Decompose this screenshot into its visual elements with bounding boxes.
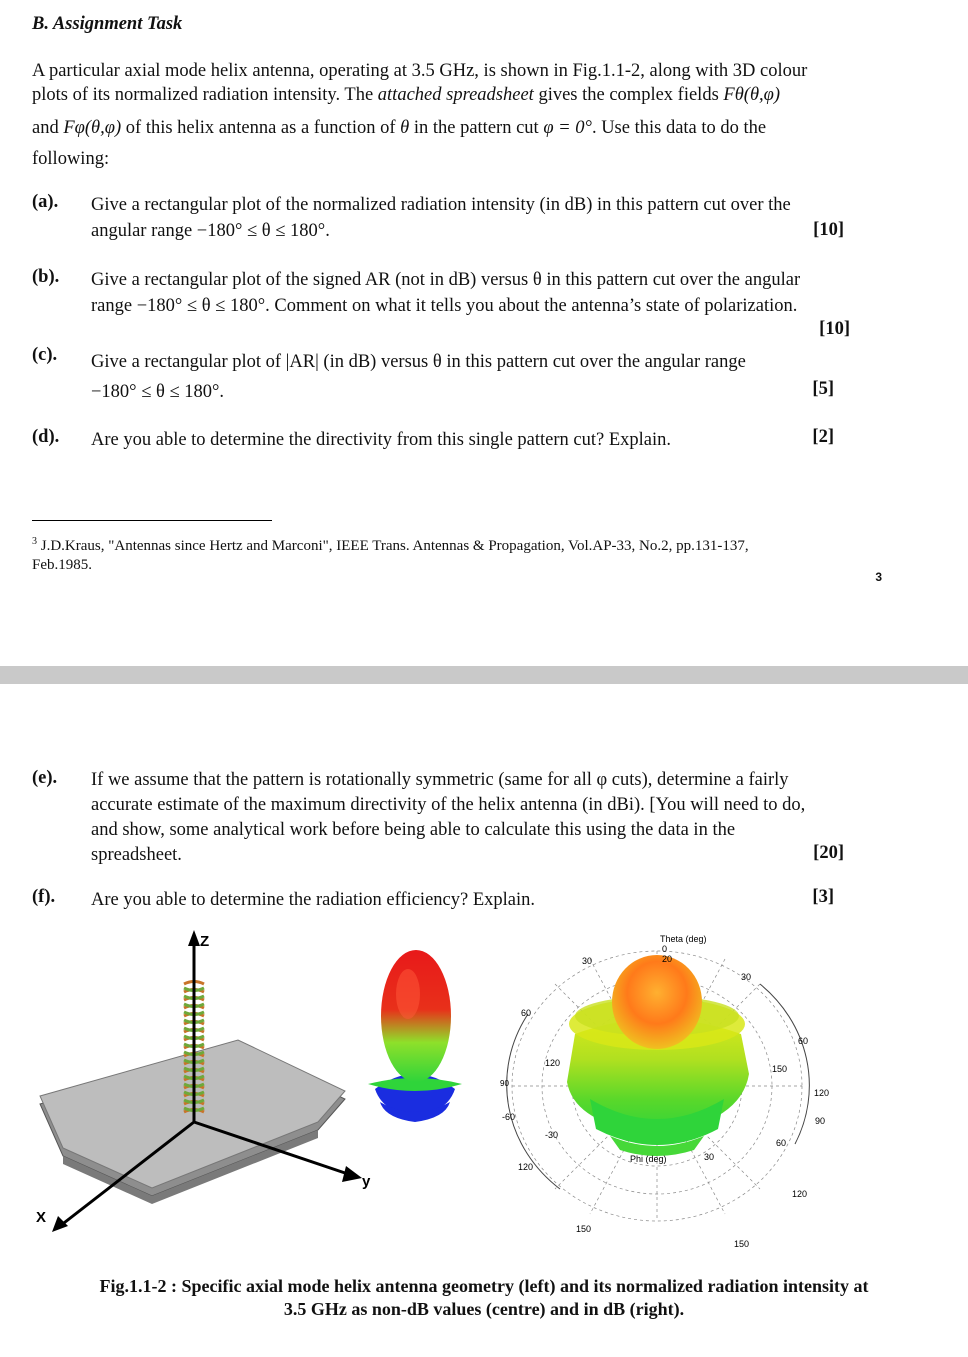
f-theta-symbol: Fθ(θ,φ) <box>723 85 781 105</box>
intro-line-3: and Fφ(θ,φ) of this helix antenna as a function of θ in the pattern cut φ = 0°. Use this data to do the <box>32 118 767 138</box>
tick-60-left: 60 <box>521 1008 532 1018</box>
tick-150-bottom: 150 <box>576 1224 592 1234</box>
intro-line-4: following: <box>32 149 110 169</box>
item-a-mark: [10] <box>813 220 844 240</box>
item-c-range: −180° ≤ θ ≤ 180°. <box>91 382 225 402</box>
tick-150-lower-right: 150 <box>734 1239 750 1249</box>
page-2 <box>0 684 968 1357</box>
tick-90-left: 90 <box>500 1079 509 1088</box>
z-axis-label: Z <box>200 933 210 950</box>
tick-120-right: 120 <box>814 1088 830 1098</box>
y-axis-label: y <box>362 1173 371 1190</box>
tick-minus-30: -30 <box>545 1130 559 1140</box>
tick-30-left: 30 <box>582 956 593 966</box>
tick-30-right: 30 <box>741 972 752 982</box>
item-d-text: Are you able to determine the directivity from this single pattern cut? Explain. <box>91 430 672 450</box>
figure-1-1-2 <box>0 924 968 1269</box>
tick-150-right: 150 <box>772 1064 788 1074</box>
footnote: $^3$ J.D.Kraus, "Antennas since Hertz and Marconi", IEEE Trans. Antennas & Propagation, Vol.AP-33, No.2, pp.131-137, Feb.1985. <box>32 536 749 573</box>
item-c-mark: [5] <box>812 379 834 399</box>
item-f-text: Are you able to determine the radiation efficiency? Explain. <box>91 890 535 910</box>
item-b-mark: [10] <box>819 319 850 339</box>
radiation-pattern-linear <box>368 950 462 1122</box>
item-f-label: (f). <box>32 887 56 907</box>
item-e-mark: [20] <box>813 843 844 863</box>
tick-120-left: 120 <box>518 1162 534 1172</box>
tick-minus-60: -60 <box>502 1112 516 1122</box>
page-1 <box>0 0 968 666</box>
item-c-label: (c). <box>32 345 58 365</box>
figure-caption: Fig.1.1-2 : Specific axial mode helix antenna geometry (left) and its normalized radiation intensity at 3.5 GHz as non-dB values (centre) and in dB (right). <box>99 1276 869 1319</box>
item-e-text: If we assume that the pattern is rotationally symmetric (same for all φ cuts), determine a fairly accurate estimate of the maximum directivity of the helix antenna (in dBi). [You will need to do, and show, some analytical work before being able to calculate this using the data in the spreadsheet. <box>91 770 806 865</box>
item-e-label: (e). <box>32 768 58 788</box>
x-axis-label: X <box>36 1209 47 1226</box>
item-f-mark: [3] <box>812 887 834 907</box>
page-number: 3 <box>875 570 882 584</box>
tick-30-lower: 30 <box>704 1152 715 1162</box>
spreadsheet-reference: attached spreadsheet <box>377 85 534 105</box>
tick-120-lower-right: 120 <box>792 1189 808 1199</box>
item-d-mark: [2] <box>812 427 834 447</box>
theta-title: Theta (deg) <box>660 934 707 944</box>
phi-cut-value: φ = 0° <box>543 118 592 138</box>
f-phi-symbol: Fφ(θ,φ) <box>63 118 122 138</box>
item-b-label: (b). <box>32 267 60 287</box>
section-heading: B. Assignment Task <box>32 14 183 34</box>
phi-label: Phi (deg) <box>630 1154 667 1164</box>
item-a-label: (a). <box>32 192 59 212</box>
intro-line-1: A particular axial mode helix antenna, operating at 3.5 GHz, is shown in Fig.1.1-2, along with 3D colour <box>32 61 808 81</box>
radiation-pattern-db <box>500 934 829 1249</box>
item-b-text: Give a rectangular plot of the signed AR (not in dB) versus θ in this pattern cut over the angular range −180° ≤ θ ≤ 180°. Comment on what it tells you about the antenna’s state of polarization. <box>91 270 801 316</box>
footnote-marker: 3 <box>32 536 37 547</box>
tick-60-right: 60 <box>798 1036 809 1046</box>
theta-0: 0 <box>662 944 668 954</box>
tick-90-right: 90 <box>815 1116 826 1126</box>
footnote-rule <box>32 520 272 521</box>
intro-line-2: plots of its normalized radiation intensity. The attached spreadsheet gives the complex fields Fθ(θ,φ) <box>32 85 781 105</box>
item-c-text: Give a rectangular plot of |AR| (in dB) versus θ in this pattern cut over the angular range <box>91 352 746 372</box>
item-d-label: (d). <box>32 427 60 447</box>
item-a-text: Give a rectangular plot of the normalized radiation intensity (in dB) in this pattern cut over the angular range −180° ≤ θ ≤ 180°. <box>91 195 791 241</box>
helix-geometry <box>36 930 371 1232</box>
page-separator <box>0 666 968 684</box>
tick-60-lower: 60 <box>776 1138 787 1148</box>
theta-20: 20 <box>662 954 673 964</box>
tick-120-inner-left: 120 <box>545 1058 561 1068</box>
